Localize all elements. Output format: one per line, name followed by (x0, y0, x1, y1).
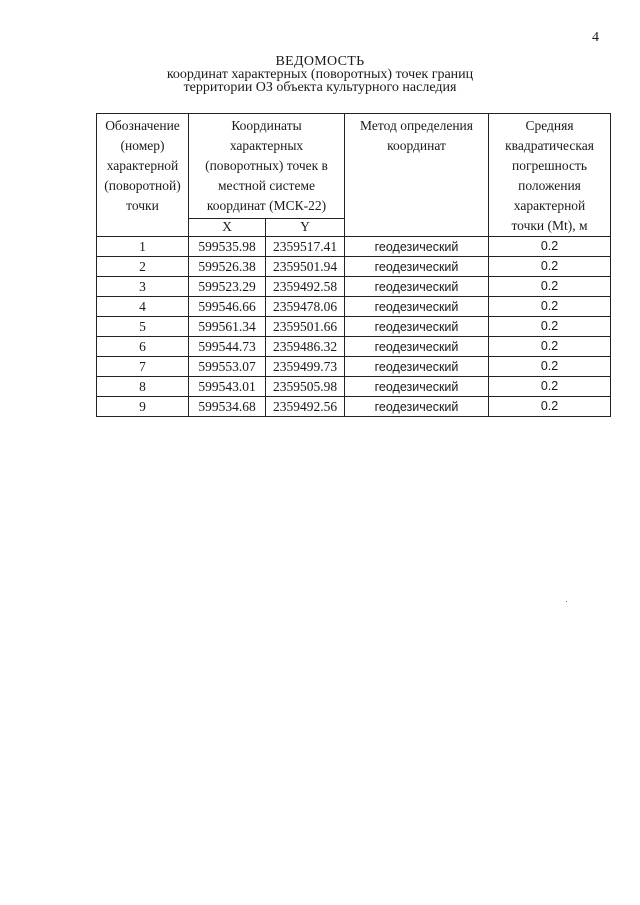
header-accuracy-line: Средняя (525, 118, 574, 133)
cell-point-number: 7 (97, 357, 189, 377)
cell-point-number: 2 (97, 257, 189, 277)
header-method-line: Метод определения (360, 118, 473, 133)
header-accuracy-line: точки (Mt), м (511, 218, 588, 233)
cell-y: 2359478.06 (266, 297, 345, 317)
table-row (97, 257, 611, 277)
cell-y: 2359517.41 (266, 237, 345, 257)
header-coordinates-line: характерных (229, 138, 304, 153)
table-row (97, 237, 611, 257)
header-coordinates-line: местной системе (218, 178, 315, 193)
cell-x: 599523.29 (189, 277, 266, 297)
table-row (97, 337, 611, 357)
cell-x: 599535.98 (189, 237, 266, 257)
cell-point-number: 1 (97, 237, 189, 257)
cell-accuracy: 0.2 (489, 397, 611, 417)
cell-x: 599534.68 (189, 397, 266, 417)
cell-x: 599544.73 (189, 337, 266, 357)
cell-accuracy: 0.2 (489, 317, 611, 337)
document-subtitle-line-2: территории ОЗ объекта культурного наследия (183, 80, 457, 95)
header-accuracy-line: характерной (513, 198, 586, 213)
cell-method: геодезический (345, 397, 489, 417)
header-designation-line: точки (126, 198, 159, 213)
cell-point-number: 9 (97, 397, 189, 417)
cell-accuracy: 0.2 (489, 277, 611, 297)
header-designation-line: (поворотной) (104, 178, 181, 193)
table-row (97, 297, 611, 317)
cell-method: геодезический (345, 277, 489, 297)
page-number: 4 (592, 30, 599, 45)
table-row (97, 397, 611, 417)
header-coordinates-line: Координаты (231, 118, 302, 133)
header-x: X (189, 218, 266, 236)
header-y: Y (266, 218, 345, 236)
cell-accuracy: 0.2 (489, 357, 611, 377)
table-row (97, 377, 611, 397)
table-row (97, 357, 611, 377)
cell-method: геодезический (345, 237, 489, 257)
cell-method: геодезический (345, 337, 489, 357)
header-designation-line: характерной (106, 158, 179, 173)
cell-method: геодезический (345, 297, 489, 317)
cell-method: геодезический (345, 257, 489, 277)
header-coordinates-line: координат (МСК-22) (206, 198, 327, 213)
cell-point-number: 6 (97, 337, 189, 357)
cell-x: 599546.66 (189, 297, 266, 317)
table-row (97, 317, 611, 337)
cell-method: геодезический (345, 317, 489, 337)
cell-y: 2359501.66 (266, 317, 345, 337)
cell-method: геодезический (345, 357, 489, 377)
cell-accuracy: 0.2 (489, 257, 611, 277)
header-accuracy (489, 114, 611, 237)
header-coordinates-line: (поворотных) точек в (205, 158, 328, 173)
table-header (97, 114, 611, 237)
document-subtitle-line-1: координат характерных (поворотных) точек границ (166, 67, 474, 82)
cell-accuracy: 0.2 (489, 297, 611, 317)
cell-point-number: 5 (97, 317, 189, 337)
scan-speck (566, 601, 567, 602)
cell-y: 2359486.32 (266, 337, 345, 357)
header-accuracy-line: квадратическая (505, 138, 594, 153)
cell-accuracy: 0.2 (489, 337, 611, 357)
cell-y: 2359505.98 (266, 377, 345, 397)
cell-x: 599526.38 (189, 257, 266, 277)
table-body (97, 237, 611, 417)
cell-x: 599561.34 (189, 317, 266, 337)
cell-x: 599543.01 (189, 377, 266, 397)
table-row (97, 277, 611, 297)
cell-point-number: 8 (97, 377, 189, 397)
header-coordinates (189, 114, 345, 219)
header-designation-line: (номер) (120, 138, 165, 153)
cell-accuracy: 0.2 (489, 237, 611, 257)
cell-point-number: 4 (97, 297, 189, 317)
cell-method: геодезический (345, 377, 489, 397)
document-title: ВЕДОМОСТЬ (275, 54, 365, 69)
cell-point-number: 3 (97, 277, 189, 297)
cell-y: 2359501.94 (266, 257, 345, 277)
header-accuracy-line: погрешность (512, 158, 588, 173)
header-designation (97, 114, 189, 237)
cell-y: 2359499.73 (266, 357, 345, 377)
coordinates-table (96, 113, 611, 417)
document-heading (0, 55, 640, 94)
header-method (345, 114, 489, 237)
cell-y: 2359492.56 (266, 397, 345, 417)
cell-y: 2359492.58 (266, 277, 345, 297)
header-accuracy-line: положения (518, 178, 581, 193)
header-designation-line: Обозначение (105, 118, 180, 133)
header-method-line: координат (387, 138, 446, 153)
cell-accuracy: 0.2 (489, 377, 611, 397)
cell-x: 599553.07 (189, 357, 266, 377)
